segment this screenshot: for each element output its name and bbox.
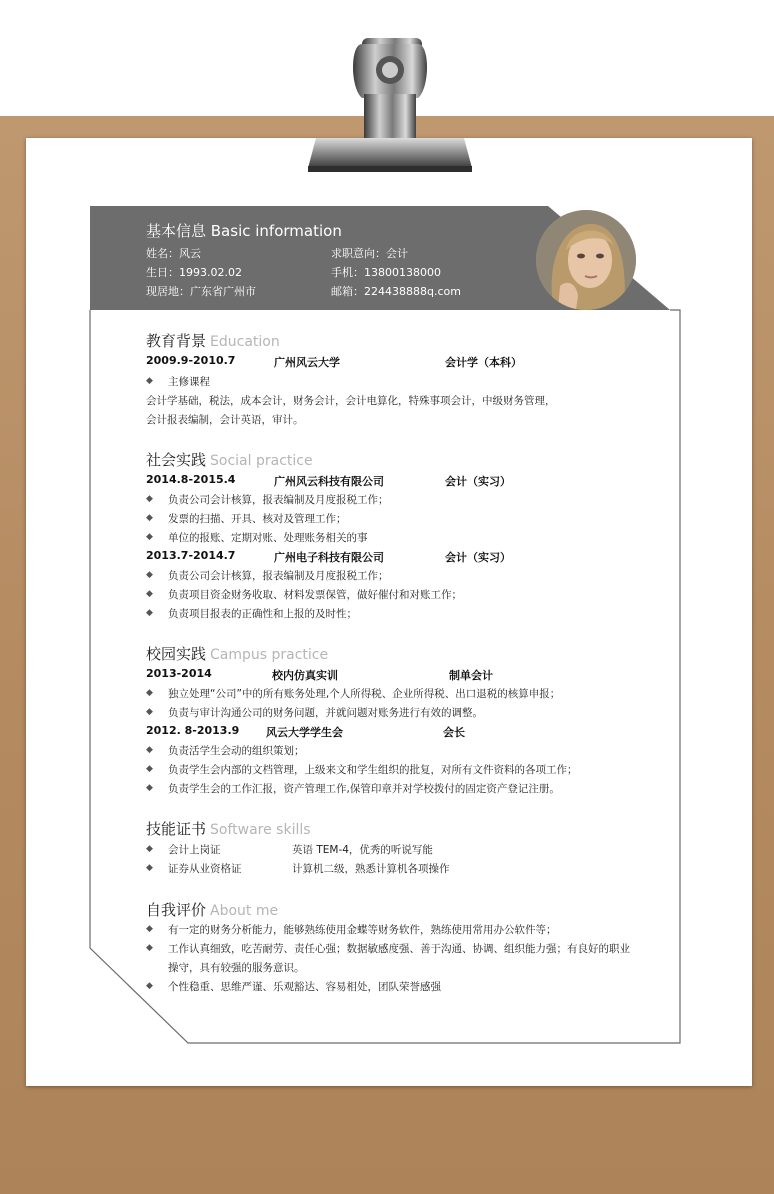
social-period: 2014.8-2015.4 bbox=[146, 473, 236, 486]
skills-title: 技能证书 Software skills bbox=[146, 820, 311, 838]
social-role: 会计（实习） bbox=[445, 475, 511, 488]
skill-right: 英语 TEM-4，优秀的听说写能 bbox=[292, 844, 433, 856]
list-item: 负责公司会计核算，报表编制及月度报税工作； bbox=[168, 570, 389, 582]
campus-org: 风云大学学生会 bbox=[266, 726, 343, 739]
list-item: 负责与审计沟通公司的财务问题，并就问题对账务进行有效的调整。 bbox=[168, 707, 483, 719]
campus-title: 校园实践 Campus practice bbox=[146, 645, 329, 663]
diamond-bullet-icon: ◆ bbox=[146, 608, 153, 618]
social-org: 广州电子科技有限公司 bbox=[274, 551, 384, 564]
list-item: 负责学生会内部的文档管理，上级来文和学生组织的批复，对所有文件资料的各项工作； bbox=[168, 764, 578, 776]
diamond-bullet-icon: ◆ bbox=[146, 707, 153, 717]
social-org: 广州风云科技有限公司 bbox=[274, 475, 384, 488]
list-item: 单位的报账、定期对账、处理账务相关的事 bbox=[168, 532, 368, 544]
list-item: 工作认真细致，吃苦耐劳、责任心强；数据敏感度强、善于沟通、协调、组织能力强；有良好的职业 bbox=[168, 943, 630, 955]
skill-left: 证券从业资格证 bbox=[168, 863, 242, 875]
diamond-bullet-icon: ◆ bbox=[146, 981, 153, 991]
education-major: 会计学（本科） bbox=[445, 356, 522, 369]
education-courses-line2: 会计报表编制，会计英语，审计。 bbox=[146, 414, 304, 426]
about-title: 自我评价 About me bbox=[146, 901, 279, 919]
diamond-bullet-icon: ◆ bbox=[146, 924, 153, 934]
diamond-bullet-icon: ◆ bbox=[146, 376, 153, 386]
skill-right: 计算机二级，熟悉计算机各项操作 bbox=[292, 863, 450, 875]
avatar bbox=[536, 210, 636, 310]
campus-role: 会长 bbox=[443, 726, 465, 739]
campus-org: 校内仿真实训 bbox=[272, 669, 338, 682]
list-item: 负责活学生会动的组织策划； bbox=[168, 745, 305, 757]
diamond-bullet-icon: ◆ bbox=[146, 764, 153, 774]
education-title: 教育背景 Education bbox=[146, 332, 280, 350]
campus-period: 2012. 8-2013.9 bbox=[146, 724, 240, 737]
list-item: 发票的扫描、开具、核对及管理工作； bbox=[168, 513, 347, 525]
education-courses-line1: 会计学基础，税法，成本会计，财务会计，会计电算化，特殊事项会计，中级财务管理， bbox=[146, 395, 556, 407]
diamond-bullet-icon: ◆ bbox=[146, 745, 153, 755]
diamond-bullet-icon: ◆ bbox=[146, 532, 153, 542]
diamond-bullet-icon: ◆ bbox=[146, 513, 153, 523]
social-role: 会计（实习） bbox=[445, 551, 511, 564]
social-period: 2013.7-2014.7 bbox=[146, 549, 236, 562]
list-item: 负责学生会的工作汇报，资产管理工作,保管印章并对学校拨付的固定资产登记注册。 bbox=[168, 783, 560, 795]
list-item: 个性稳重、思维严谨、乐观豁达、容易相处，团队荣誉感强 bbox=[168, 981, 441, 993]
skill-left: 会计上岗证 bbox=[168, 844, 221, 856]
list-item: 负责项目资金财务收取、材料发票保管，做好催付和对账工作； bbox=[168, 589, 462, 601]
social-title: 社会实践 Social practice bbox=[146, 451, 313, 469]
list-item: 负责项目报表的正确性和上报的及时性； bbox=[168, 608, 357, 620]
education-period: 2009.9-2010.7 bbox=[146, 354, 236, 367]
list-item: 操守，具有较强的服务意识。 bbox=[168, 962, 305, 974]
diamond-bullet-icon: ◆ bbox=[146, 863, 153, 873]
list-item: 独立处理“公司”中的所有账务处理,个人所得税、企业所得税、出口退税的核算申报； bbox=[168, 688, 561, 700]
campus-role: 制单会计 bbox=[449, 669, 493, 682]
phone-field: 手机：13800138000 bbox=[331, 266, 441, 279]
education-bullet: 主修课程 bbox=[168, 376, 210, 388]
basic-info-title: 基本信息 Basic information bbox=[146, 222, 342, 240]
birth-field: 生日：1993.02.02 bbox=[146, 266, 242, 279]
diamond-bullet-icon: ◆ bbox=[146, 844, 153, 854]
diamond-bullet-icon: ◆ bbox=[146, 494, 153, 504]
email-field: 邮箱：224438888q.com bbox=[331, 285, 461, 298]
portrait-icon bbox=[536, 210, 636, 310]
residence-field: 现居地：广东省广州市 bbox=[146, 285, 256, 298]
name-field: 姓名：风云 bbox=[146, 247, 201, 260]
diamond-bullet-icon: ◆ bbox=[146, 589, 153, 599]
list-item: 有一定的财务分析能力，能够熟练使用金蝶等财务软件，熟练使用常用办公软件等； bbox=[168, 924, 557, 936]
intention-field: 求职意向：会计 bbox=[331, 247, 408, 260]
diamond-bullet-icon: ◆ bbox=[146, 943, 153, 953]
education-school: 广州风云大学 bbox=[274, 356, 340, 369]
diamond-bullet-icon: ◆ bbox=[146, 570, 153, 580]
campus-period: 2013-2014 bbox=[146, 667, 212, 680]
list-item: 负责公司会计核算，报表编制及月度报税工作； bbox=[168, 494, 389, 506]
diamond-bullet-icon: ◆ bbox=[146, 688, 153, 698]
diamond-bullet-icon: ◆ bbox=[146, 783, 153, 793]
